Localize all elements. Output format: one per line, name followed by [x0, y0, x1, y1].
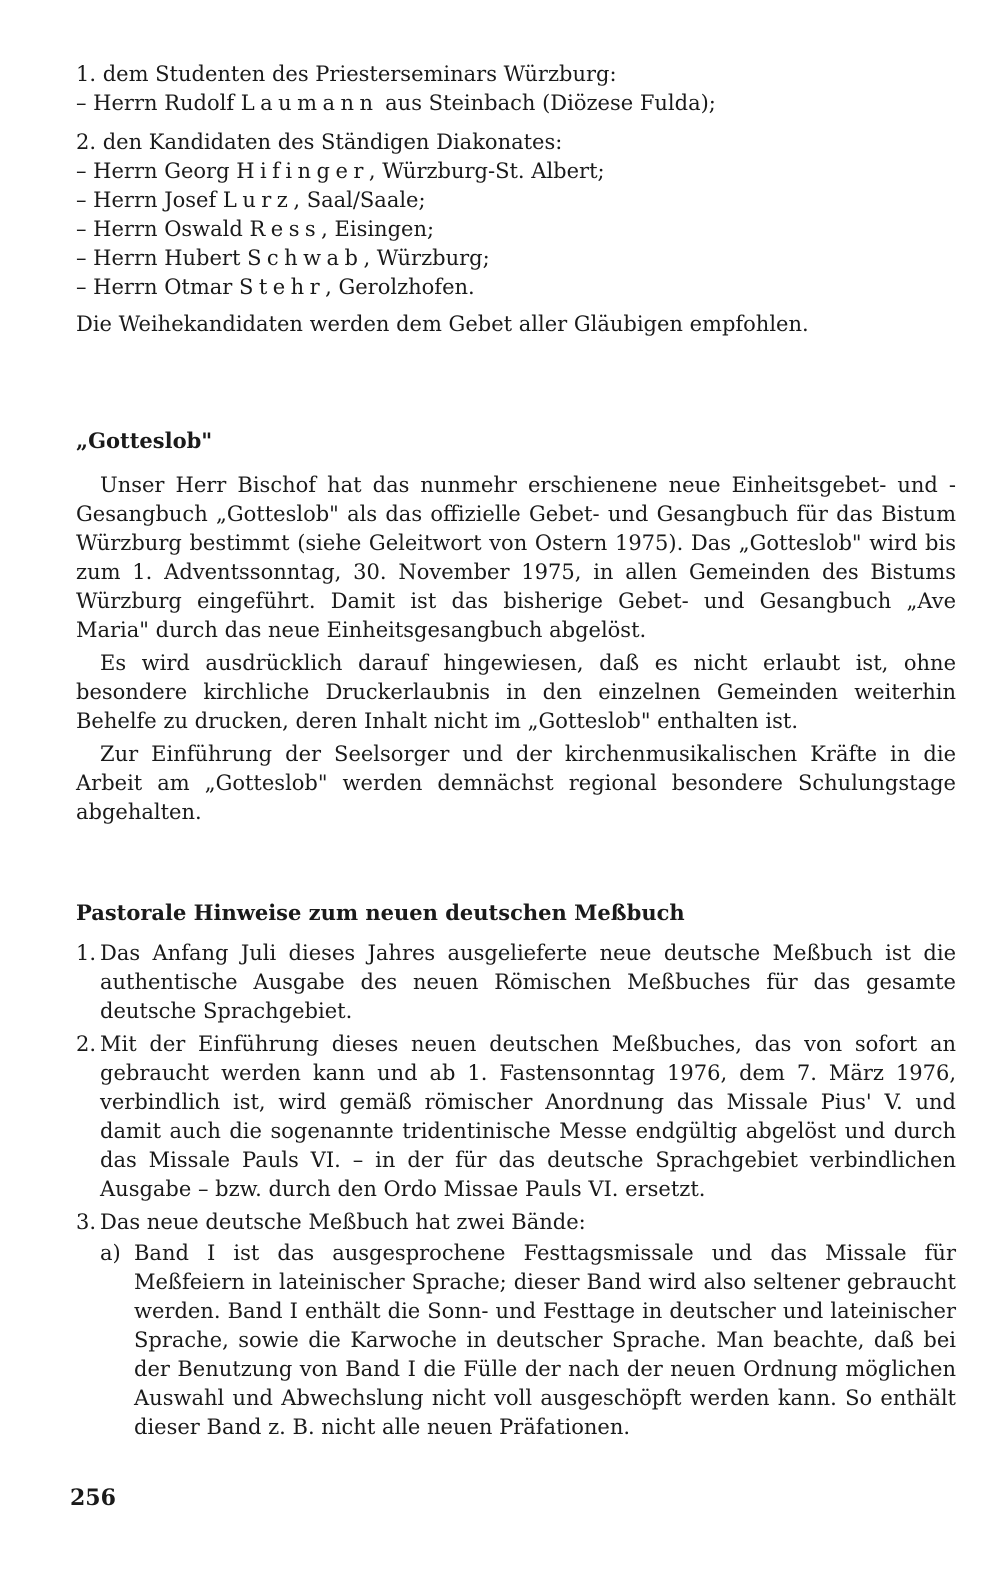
- ordination-person: – Herrn Josef Lurz, Saal/Saale;: [76, 188, 426, 212]
- ordination-item-1-intro: 1. dem Studenten des Priesterseminars Würzburg:: [76, 62, 617, 86]
- messbuch-item: [76, 939, 956, 1026]
- messbuch-item-number: 3.: [76, 1210, 97, 1234]
- ordination-person: – Herrn Oswald Ress, Eisingen;: [76, 217, 435, 241]
- page-number: 256: [70, 1485, 116, 1511]
- messbuch-item-text: Das neue deutsche Meßbuch hat zwei Bände:: [100, 1210, 586, 1234]
- messbuch-item: [76, 1030, 956, 1204]
- messbuch-item-number: 1.: [76, 941, 97, 965]
- ordination-person: – Herrn Georg Hifinger, Würzburg-St. Albert;: [76, 159, 605, 183]
- ordination-person: – Herrn Hubert Schwab, Würzburg;: [76, 246, 490, 270]
- messbuch-subitem: [76, 1239, 956, 1442]
- messbuch-item: [76, 1208, 956, 1237]
- messbuch-subitem-label: a): [100, 1241, 121, 1265]
- ordination-person: – Herrn Otmar Stehr, Gerolzhofen.: [76, 275, 475, 299]
- gotteslob-heading: „Gotteslob": [76, 428, 213, 453]
- ordination-closing: Die Weihekandidaten werden dem Gebet aller Gläubigen empfohlen.: [76, 312, 809, 336]
- ordination-person: – Herrn Rudolf Laumann aus Steinbach (Diözese Fulda);: [76, 91, 716, 115]
- gotteslob-section: [76, 426, 956, 827]
- gotteslob-paragraph: Es wird ausdrücklich darauf hingewiesen, daß es nicht erlaubt ist, ohne besondere kirchliche Druckerlaubnis in den einzelnen Gemeinden weiterhin Behelfe zu drucken, deren Inhalt nicht im „Gotteslob" enthalten ist.: [76, 651, 956, 733]
- messbuch-item-text: Mit der Einführung dieses neuen deutschen Meßbuches, das von sofort an gebraucht werden kann und ab 1. Fastensonntag 1976, dem 7. März 1976, verbindlich ist, wird gemäß römischer Anordnung das Missale Pius' V. und damit auch die sogenannte tridentinische Messe endgültig abgelöst und durch das Missale Pauls VI. – in der für das deutsche Sprachgebiet verbindlichen Ausgabe – bzw. durch den Ordo Missae Pauls VI. ersetzt.: [100, 1032, 956, 1201]
- messbuch-section: [76, 898, 956, 1442]
- ordination-item-2-intro: 2. den Kandidaten des Ständigen Diakonates:: [76, 130, 563, 154]
- gotteslob-paragraph: Zur Einführung der Seelsorger und der kirchenmusikalischen Kräfte in die Arbeit am „Gotteslob" werden demnächst regional besondere Schulungstage abgehalten.: [76, 742, 956, 824]
- messbuch-item-number: 2.: [76, 1032, 97, 1056]
- messbuch-item-text: Das Anfang Juli dieses Jahres ausgelieferte neue deutsche Meßbuch ist die authentische Ausgabe des neuen Römischen Meßbuches für das gesamte deutsche Sprachgebiet.: [100, 941, 956, 1023]
- messbuch-heading: Pastorale Hinweise zum neuen deutschen Meßbuch: [76, 900, 685, 925]
- ordination-section: [76, 60, 956, 339]
- messbuch-subitem-text: Band I ist das ausgesprochene Festtagsmissale und das Missale für Meßfeiern in lateinischer Sprache; dieser Band wird also seltener gebraucht werden. Band I enthält die Sonn- und Festtage in deutscher und lateinischer Sprache, sowie die Karwoche in deutscher Sprache. Man beachte, daß bei der Benutzung von Band I die Fülle der nach der neuen Ordnung möglichen Auswahl und Abwechslung nicht voll ausgeschöpft werden kann. So enthält dieser Band z. B. nicht alle neuen Präfationen.: [134, 1241, 956, 1439]
- gotteslob-paragraph: Unser Herr Bischof hat das nunmehr erschienene neue Einheitsgebet- und -Gesangbuch „Gotteslob" als das offizielle Gebet- und Gesangbuch für das Bistum Würzburg bestimmt (siehe Geleitwort von Ostern 1975). Das „Gotteslob" wird bis zum 1. Adventssonntag, 30. November 1975, in allen Gemeinden des Bistums Würzburg eingeführt. Damit ist das bisherige Gebet- und Gesangbuch „Ave Maria" durch das neue Einheitsgesangbuch abgelöst.: [76, 473, 956, 642]
